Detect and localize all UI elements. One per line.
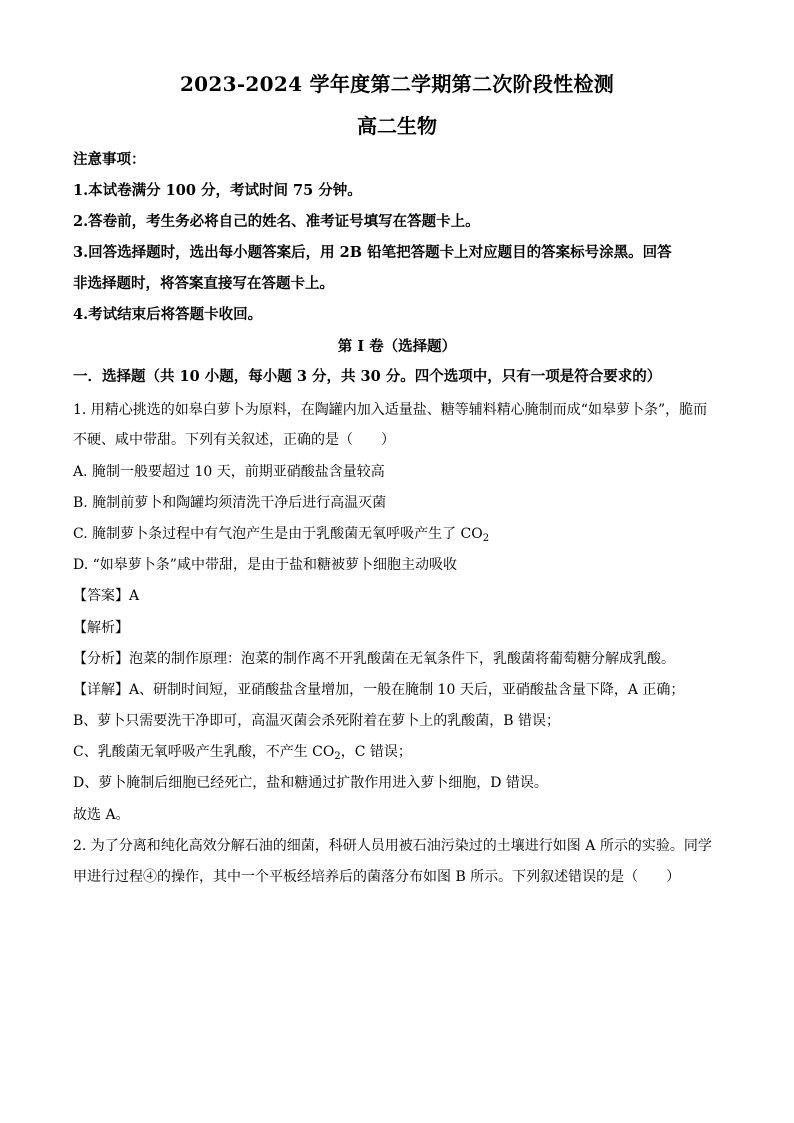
section-title: 第 I 卷（选择题）	[337, 338, 457, 355]
note-item-1: 1.本试卷满分 100 分，考试时间 75 分钟。	[73, 182, 362, 199]
q1-option-a: A. 腌制一般要超过 10 天，前期亚硝酸盐含量较高	[73, 464, 385, 480]
q1-answer: 【答案】A	[73, 588, 140, 604]
q1-option-c-text: C. 腌制萝卜条过程中有气泡产生是由于乳酸菌无氧呼吸产生了 CO	[73, 526, 483, 542]
q1-explain-d: D、萝卜腌制后细胞已经死亡，盐和糖通过扩散作用进入萝卜细胞，D 错误。	[73, 775, 548, 791]
q1-explain-c-post: ，C 错误；	[340, 744, 412, 760]
q1-stem-line-1: 1. 用精心挑选的如皋白萝卜为原料，在陶罐内加入适量盐、糖等辅料精心腌制而成“如皋萝卜条”，脆而	[73, 402, 708, 418]
note-item-2: 2.答卷前，考生务必将自己的姓名、准考证号填写在答题卡上。	[73, 213, 480, 230]
q1-fenxi: 【分析】泡菜的制作原理：泡菜的制作离不开乳酸菌在无氧条件下，乳酸菌将葡萄糖分解成乳酸。	[73, 651, 675, 667]
q1-explain-c-pre: C、乳酸菌无氧呼吸产生乳酸，不产生 CO	[73, 744, 335, 760]
q1-option-b: B. 腌制前萝卜和陶罐均须清洗干净后进行高温灭菌	[73, 495, 387, 511]
q1-xiangjie: 【详解】A、研制时间短，亚硝酸盐含量增加，一般在腌制 10 天后，亚硝酸盐含量下降，A 正确；	[73, 682, 685, 698]
q1-option-c-subscript: 2	[482, 533, 490, 544]
q2-stem-line-2: 甲进行过程④的操作，其中一个平板经培养后的菌落分布如图 B 所示。下列叙述错误的是（ ）	[73, 869, 681, 885]
note-item-4: 4.考试结束后将答题卡收回。	[73, 306, 263, 323]
q1-explain-c	[73, 742, 723, 767]
q2-stem-line-1: 2. 为了分离和纯化高效分解石油的细菌，科研人员用被石油污染过的土壤进行如图 A 所示的实验。同学	[73, 838, 712, 854]
note-item-3-cont: 非选择题时，将答案直接写在答题卡上。	[73, 275, 334, 292]
q1-explain-c-subscript: 2	[334, 751, 341, 762]
exam-subject: 高二生物	[357, 114, 437, 138]
q1-analysis-heading: 【解析】	[73, 620, 129, 636]
q1-conclusion: 故选 A。	[73, 807, 130, 823]
q1-option-c	[73, 524, 723, 549]
notes-heading: 注意事项：	[73, 151, 146, 168]
q1-option-d: D. “如皋萝卜条”咸中带甜，是由于盐和糖被萝卜细胞主动吸收	[73, 557, 457, 573]
note-item-3: 3.回答选择题时，选出每小题答案后，用 2B 铅笔把答题卡上对应题目的答案标号涂黑。回答	[73, 244, 672, 261]
q1-explain-b: B、萝卜只需要洗干净即可，高温灭菌会杀死附着在萝卜上的乳酸菌，B 错误；	[73, 713, 561, 729]
exam-title: 2023-2024 学年度第二学期第二次阶段性检测	[179, 72, 615, 96]
q1-stem-line-2: 不硬、咸中带甜。下列有关叙述，正确的是（ ）	[73, 432, 395, 448]
section-instruction: 一．选择题（共 10 小题，每小题 3 分，共 30 分。四个选项中，只有一项是符合要求的）	[73, 368, 662, 385]
